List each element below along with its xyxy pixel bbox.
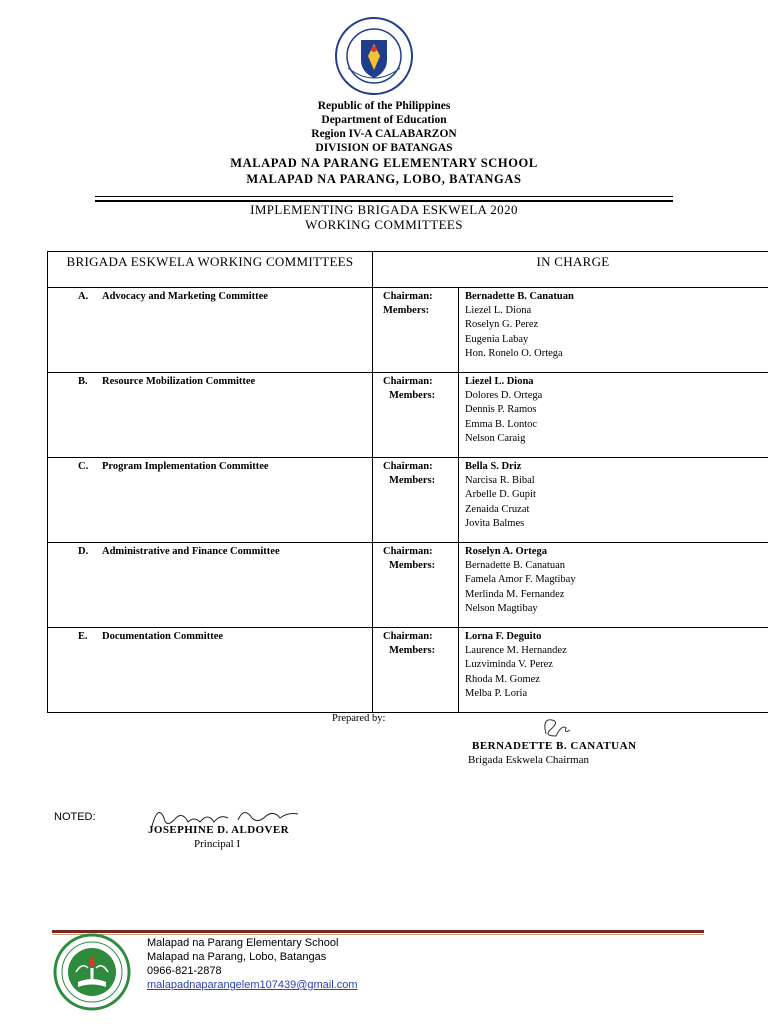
role-cell xyxy=(373,458,459,543)
names-cell xyxy=(459,288,768,373)
member-name: Rhoda M. Gomez xyxy=(465,673,540,685)
prepared-by-label: Prepared by: xyxy=(332,713,386,724)
member-name: Hon. Ronelo O. Ortega xyxy=(465,347,563,359)
table-header-row xyxy=(48,252,768,288)
committee-cell xyxy=(48,373,373,458)
member-name: Dolores D. Ortega xyxy=(465,390,543,402)
committee-title: Advocacy and Marketing Committee xyxy=(102,291,268,302)
table-row xyxy=(48,288,768,373)
prepared-by-name: BERNADETTE B. CANATUAN xyxy=(472,740,637,752)
committee-letter: D. xyxy=(78,546,89,557)
member-name: Nelson Magtibay xyxy=(465,602,538,614)
chairman-label: Chairman: xyxy=(383,461,433,472)
chairman-signature xyxy=(540,714,576,742)
header-region: Region IV-A CALABARZON xyxy=(311,128,457,140)
footer-divider-thin xyxy=(52,934,704,935)
member-name: Luzviminda V. Perez xyxy=(465,659,553,671)
member-name: Narcisa R. Bibal xyxy=(465,475,535,487)
member-name: Arbelle D. Gupit xyxy=(465,489,536,501)
committee-letter: E. xyxy=(78,631,88,642)
chairman-label: Chairman: xyxy=(383,291,433,302)
committee-name xyxy=(48,543,372,559)
committee-title: Resource Mobilization Committee xyxy=(102,376,256,387)
header-divider-thin xyxy=(95,196,673,197)
noted-title: Principal I xyxy=(194,838,241,850)
header-school-address: MALAPAD NA PARANG, LOBO, BATANGAS xyxy=(246,172,522,186)
members-label: Members: xyxy=(389,560,436,572)
committees-table xyxy=(47,251,768,713)
member-name: Eugenia Labay xyxy=(465,333,529,345)
names-cell xyxy=(459,543,768,628)
noted-label: NOTED: xyxy=(54,811,96,823)
noted-name: JOSEPHINE D. ALDOVER xyxy=(148,824,289,836)
chairman-label: Chairman: xyxy=(383,546,433,557)
table-row xyxy=(48,458,768,543)
committee-name xyxy=(48,288,372,304)
header-division: DIVISION OF BATANGAS xyxy=(315,142,453,154)
members-label: Members: xyxy=(389,475,436,487)
role-cell xyxy=(373,543,459,628)
committee-letter: A. xyxy=(78,291,89,302)
title-line-2: WORKING COMMITTEES xyxy=(305,216,463,232)
committee-cell xyxy=(48,543,373,628)
member-name: Emma B. Lontoc xyxy=(465,418,538,430)
header-republic: Republic of the Philippines xyxy=(317,100,451,112)
chairman-label: Chairman: xyxy=(383,376,433,387)
members-label: Members: xyxy=(389,645,436,657)
chairman-name: Bernadette B. Canatuan xyxy=(465,291,574,302)
chairman-label: Chairman: xyxy=(383,631,433,642)
table-row xyxy=(48,628,768,713)
member-name: Dennis P. Ramos xyxy=(465,404,537,416)
table-row xyxy=(48,373,768,458)
committee-name xyxy=(48,628,372,644)
names-cell xyxy=(459,628,768,713)
chairman-name: Bella S. Driz xyxy=(465,461,522,472)
member-name: Zenaida Cruzat xyxy=(465,503,530,515)
footer-address: Malapad na Parang, Lobo, Batangas xyxy=(147,951,327,963)
footer-divider-thick xyxy=(52,930,704,933)
footer-phone: 0966-821-2878 xyxy=(147,965,222,977)
header-school-name: MALAPAD NA PARANG ELEMENTARY SCHOOL xyxy=(230,156,538,170)
committee-cell xyxy=(48,628,373,713)
member-name: Merlinda M. Fernandez xyxy=(465,588,565,600)
table-body xyxy=(48,288,768,713)
committee-cell xyxy=(48,288,373,373)
member-name: Melba P. Loria xyxy=(465,687,528,699)
header-department: Department of Education xyxy=(321,114,447,126)
chairman-name: Lorna F. Deguito xyxy=(465,631,542,642)
table-row xyxy=(48,543,768,628)
document-title xyxy=(0,203,768,232)
committee-name xyxy=(48,373,372,389)
members-label: Members: xyxy=(389,390,436,402)
member-name: Bernadette B. Canatuan xyxy=(465,560,566,572)
school-logo xyxy=(52,932,132,1012)
footer-contact xyxy=(147,936,358,992)
header-committees: BRIGADA ESKWELA WORKING COMMITTEES xyxy=(48,252,373,288)
prepared-by-title: Brigada Eskwela Chairman xyxy=(468,754,589,766)
names-cell xyxy=(459,458,768,543)
footer-email-link[interactable]: malapadnaparangelem107439@gmail.com xyxy=(147,979,358,991)
member-name: Liezel L. Diona xyxy=(465,305,532,317)
member-name: Famela Amor F. Magtibay xyxy=(465,574,576,586)
role-cell xyxy=(373,288,459,373)
role-cell xyxy=(373,373,459,458)
chairman-name: Liezel L. Diona xyxy=(465,376,534,387)
chairman-name: Roselyn A. Ortega xyxy=(465,546,547,557)
role-cell xyxy=(373,628,459,713)
committee-name xyxy=(48,458,372,474)
committee-title: Administrative and Finance Committee xyxy=(102,546,280,557)
committee-title: Documentation Committee xyxy=(102,631,224,642)
committee-letter: C. xyxy=(78,461,89,472)
names-cell xyxy=(459,373,768,458)
title-line-1: IMPLEMENTING BRIGADA ESKWELA 2020 xyxy=(250,202,518,217)
header-block xyxy=(0,99,768,187)
header-in-charge: IN CHARGE xyxy=(373,252,768,288)
member-name: Jovita Balmes xyxy=(465,517,525,529)
member-name: Laurence M. Hernandez xyxy=(465,645,567,657)
member-name: Roselyn G. Perez xyxy=(465,319,539,331)
committee-cell xyxy=(48,458,373,543)
members-label: Members: xyxy=(383,305,430,317)
committee-letter: B. xyxy=(78,376,88,387)
footer-school-name: Malapad na Parang Elementary School xyxy=(147,937,339,949)
deped-seal-logo xyxy=(334,16,414,96)
committee-title: Program Implementation Committee xyxy=(102,461,269,472)
member-name: Nelson Caraig xyxy=(465,432,526,444)
